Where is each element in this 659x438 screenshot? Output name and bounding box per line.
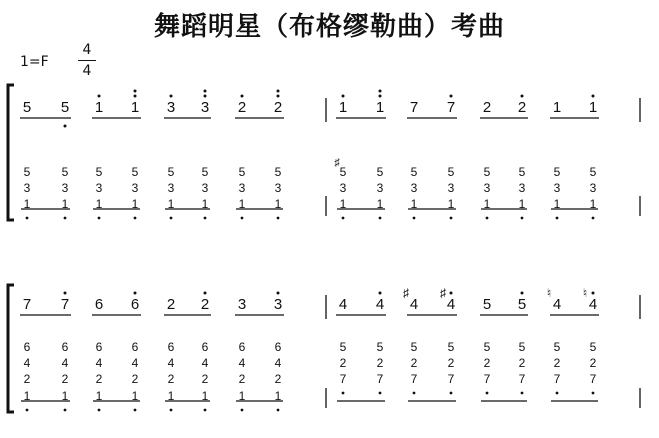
melody-note: 4 <box>409 296 419 313</box>
chord-note: 5 <box>167 165 175 179</box>
chord-note: 5 <box>553 165 561 179</box>
chord-note: 1 <box>447 197 455 211</box>
chord-note: 1 <box>131 389 139 403</box>
chord-note: 4 <box>23 356 31 370</box>
octave-dot-below <box>170 409 173 412</box>
accidental: ♯ <box>334 157 340 169</box>
octave-dot-below <box>342 392 345 395</box>
chord-note: 2 <box>483 356 491 370</box>
octave-dot-above <box>134 90 137 93</box>
chord-note: 3 <box>201 181 209 195</box>
chord-note: 7 <box>339 372 347 386</box>
chord-note: 1 <box>483 197 491 211</box>
chord-note: 7 <box>447 372 455 386</box>
chord-note: 7 <box>589 372 597 386</box>
octave-dot-below <box>277 217 280 220</box>
octave-dot-below <box>26 409 29 412</box>
melody-note: 7 <box>446 99 456 116</box>
melody-note: 5 <box>60 99 70 116</box>
chord-note: 1 <box>238 389 246 403</box>
chord-note: 3 <box>167 181 175 195</box>
melody-note: 1 <box>130 99 140 116</box>
melody-note: 6 <box>130 296 140 313</box>
melody-note: 4 <box>552 296 562 313</box>
octave-dot-above <box>592 292 595 295</box>
system-bracket <box>8 85 14 220</box>
chord-note: 2 <box>274 372 282 386</box>
octave-dot-above <box>521 95 524 98</box>
accidental: ♮ <box>546 286 552 300</box>
chord-note: 5 <box>410 165 418 179</box>
octave-dot-above <box>521 292 524 295</box>
octave-dot-below <box>204 409 207 412</box>
chord-note: 4 <box>167 356 175 370</box>
chord-note: 2 <box>589 356 597 370</box>
chord-note: 1 <box>95 389 103 403</box>
melody-note: 4 <box>446 296 456 313</box>
melody-note: 2 <box>273 99 283 116</box>
page-title: 舞蹈明星（布格缪勒曲）考曲 <box>153 12 505 42</box>
octave-dot-below <box>134 217 137 220</box>
melody-note: 2 <box>517 99 527 116</box>
octave-dot-below <box>204 217 207 220</box>
melody-note: 1 <box>338 99 348 116</box>
chord-note: 7 <box>376 372 384 386</box>
octave-dot-above <box>241 95 244 98</box>
octave-dot-below <box>556 392 559 395</box>
melody-note: 2 <box>482 99 492 116</box>
chord-note: 6 <box>274 340 282 354</box>
octave-dot-below <box>486 217 489 220</box>
octave-dot-below <box>342 217 345 220</box>
octave-dot-above <box>204 90 207 93</box>
octave-dot-below <box>521 217 524 220</box>
octave-dot-below <box>379 217 382 220</box>
octave-dot-below <box>64 217 67 220</box>
melody-note: 1 <box>375 99 385 116</box>
chord-note: 6 <box>23 340 31 354</box>
octave-dot-below <box>413 217 416 220</box>
chord-note: 1 <box>376 197 384 211</box>
chord-note: 6 <box>131 340 139 354</box>
chord-note: 2 <box>61 372 69 386</box>
chord-note: 4 <box>274 356 282 370</box>
octave-dot-below <box>592 392 595 395</box>
chord-note: 2 <box>553 356 561 370</box>
octave-dot-below <box>98 217 101 220</box>
chord-note: 5 <box>518 340 526 354</box>
chord-note: 2 <box>339 356 347 370</box>
melody-note: 4 <box>375 296 385 313</box>
accidental: ♯ <box>403 286 409 300</box>
chord-note: 4 <box>95 356 103 370</box>
melody-note: 4 <box>338 296 348 313</box>
octave-dot-above <box>98 95 101 98</box>
chord-note: 6 <box>167 340 175 354</box>
chord-note: 7 <box>518 372 526 386</box>
octave-dot-above <box>592 95 595 98</box>
melody-note: 7 <box>409 99 419 116</box>
octave-dot-below <box>277 409 280 412</box>
octave-dot-below <box>64 409 67 412</box>
melody-note: 1 <box>588 99 598 116</box>
chord-note: 1 <box>131 197 139 211</box>
chord-note: 3 <box>589 181 597 195</box>
chord-note: 5 <box>589 165 597 179</box>
chord-note: 1 <box>95 197 103 211</box>
chord-note: 5 <box>447 340 455 354</box>
chord-note: 2 <box>410 356 418 370</box>
octave-dot-above <box>277 95 280 98</box>
octave-dot-below <box>486 392 489 395</box>
chord-note: 5 <box>483 340 491 354</box>
chord-note: 2 <box>447 356 455 370</box>
octave-dot-above <box>450 292 453 295</box>
melody-note: 1 <box>552 99 562 116</box>
chord-note: 7 <box>410 372 418 386</box>
chord-note: 5 <box>95 165 103 179</box>
chord-note: 3 <box>447 181 455 195</box>
chord-note: 2 <box>167 372 175 386</box>
melody-note: 2 <box>200 296 210 313</box>
system-bracket <box>8 285 14 412</box>
chord-note: 5 <box>339 165 347 179</box>
octave-dot-above <box>204 95 207 98</box>
chord-note: 2 <box>201 372 209 386</box>
chord-note: 4 <box>61 356 69 370</box>
melody-note: 2 <box>166 296 176 313</box>
octave-dot-below <box>592 217 595 220</box>
chord-note: 3 <box>376 181 384 195</box>
chord-note: 3 <box>23 181 31 195</box>
octave-dot-below <box>521 392 524 395</box>
octave-dot-below <box>170 217 173 220</box>
octave-dot-below <box>450 217 453 220</box>
chord-note: 3 <box>410 181 418 195</box>
melody-note: 3 <box>273 296 283 313</box>
octave-dot-above <box>64 292 67 295</box>
chord-note: 5 <box>376 165 384 179</box>
octave-dot-below <box>379 392 382 395</box>
chord-note: 5 <box>61 165 69 179</box>
chord-note: 5 <box>274 165 282 179</box>
octave-dot-below <box>450 392 453 395</box>
melody-note: 5 <box>517 296 527 313</box>
chord-note: 5 <box>238 165 246 179</box>
chord-note: 2 <box>376 356 384 370</box>
octave-dot-below <box>26 217 29 220</box>
chord-note: 5 <box>376 340 384 354</box>
octave-dot-above <box>342 95 345 98</box>
chord-note: 3 <box>339 181 347 195</box>
melody-note: 2 <box>237 99 247 116</box>
chord-note: 1 <box>201 389 209 403</box>
chord-note: 1 <box>61 389 69 403</box>
chord-note: 1 <box>238 197 246 211</box>
chord-note: 3 <box>61 181 69 195</box>
octave-dot-below <box>241 409 244 412</box>
melody-note: 6 <box>94 296 104 313</box>
chord-note: 3 <box>95 181 103 195</box>
chord-note: 1 <box>589 197 597 211</box>
chord-note: 3 <box>553 181 561 195</box>
chord-note: 5 <box>553 340 561 354</box>
melody-note: 5 <box>482 296 492 313</box>
chord-note: 6 <box>238 340 246 354</box>
chord-note: 1 <box>61 197 69 211</box>
melody-note: 1 <box>94 99 104 116</box>
chord-note: 1 <box>553 197 561 211</box>
octave-dot-above <box>379 90 382 93</box>
chord-note: 5 <box>23 165 31 179</box>
chord-note: 1 <box>274 197 282 211</box>
time-signature-top: 4 <box>82 42 92 58</box>
chord-note: 4 <box>201 356 209 370</box>
chord-note: 6 <box>61 340 69 354</box>
octave-dot-above <box>134 292 137 295</box>
octave-dot-below <box>64 125 67 128</box>
chord-note: 4 <box>238 356 246 370</box>
octave-dot-above <box>170 95 173 98</box>
chord-note: 1 <box>274 389 282 403</box>
chord-note: 1 <box>201 197 209 211</box>
chord-note: 7 <box>483 372 491 386</box>
octave-dot-below <box>241 217 244 220</box>
chord-note: 5 <box>201 165 209 179</box>
melody-note: 7 <box>60 296 70 313</box>
time-signature-bottom: 4 <box>82 63 92 79</box>
octave-dot-above <box>277 90 280 93</box>
chord-note: 5 <box>131 165 139 179</box>
chord-note: 3 <box>518 181 526 195</box>
octave-dot-above <box>379 95 382 98</box>
chord-note: 5 <box>447 165 455 179</box>
octave-dot-above <box>379 292 382 295</box>
octave-dot-below <box>134 409 137 412</box>
melody-note: 3 <box>200 99 210 116</box>
chord-note: 3 <box>274 181 282 195</box>
melody-note: 7 <box>22 296 32 313</box>
octave-dot-above <box>134 95 137 98</box>
octave-dot-above <box>277 292 280 295</box>
melody-note: 3 <box>237 296 247 313</box>
octave-dot-above <box>450 95 453 98</box>
chord-note: 5 <box>518 165 526 179</box>
chord-note: 5 <box>589 340 597 354</box>
octave-dot-below <box>413 392 416 395</box>
octave-dot-below <box>98 409 101 412</box>
chord-note: 1 <box>167 197 175 211</box>
chord-note: 5 <box>410 340 418 354</box>
chord-note: 1 <box>339 197 347 211</box>
chord-note: 3 <box>483 181 491 195</box>
chord-note: 1 <box>23 197 31 211</box>
chord-note: 2 <box>95 372 103 386</box>
chord-note: 2 <box>518 356 526 370</box>
chord-note: 6 <box>95 340 103 354</box>
chord-note: 1 <box>167 389 175 403</box>
chord-note: 3 <box>238 181 246 195</box>
accidental: ♮ <box>582 286 588 300</box>
chord-note: 1 <box>23 389 31 403</box>
octave-dot-below <box>556 217 559 220</box>
chord-note: 1 <box>410 197 418 211</box>
melody-note: 4 <box>588 296 598 313</box>
chord-note: 1 <box>518 197 526 211</box>
chord-note: 4 <box>131 356 139 370</box>
melody-note: 3 <box>166 99 176 116</box>
octave-dot-above <box>204 292 207 295</box>
chord-note: 6 <box>201 340 209 354</box>
chord-note: 3 <box>131 181 139 195</box>
chord-note: 2 <box>131 372 139 386</box>
accidental: ♯ <box>440 286 446 300</box>
melody-note: 5 <box>22 99 32 116</box>
chord-note: 5 <box>483 165 491 179</box>
chord-note: 2 <box>238 372 246 386</box>
chord-note: 5 <box>339 340 347 354</box>
key-signature: 1=F <box>20 54 49 70</box>
chord-note: 7 <box>553 372 561 386</box>
chord-note: 2 <box>23 372 31 386</box>
